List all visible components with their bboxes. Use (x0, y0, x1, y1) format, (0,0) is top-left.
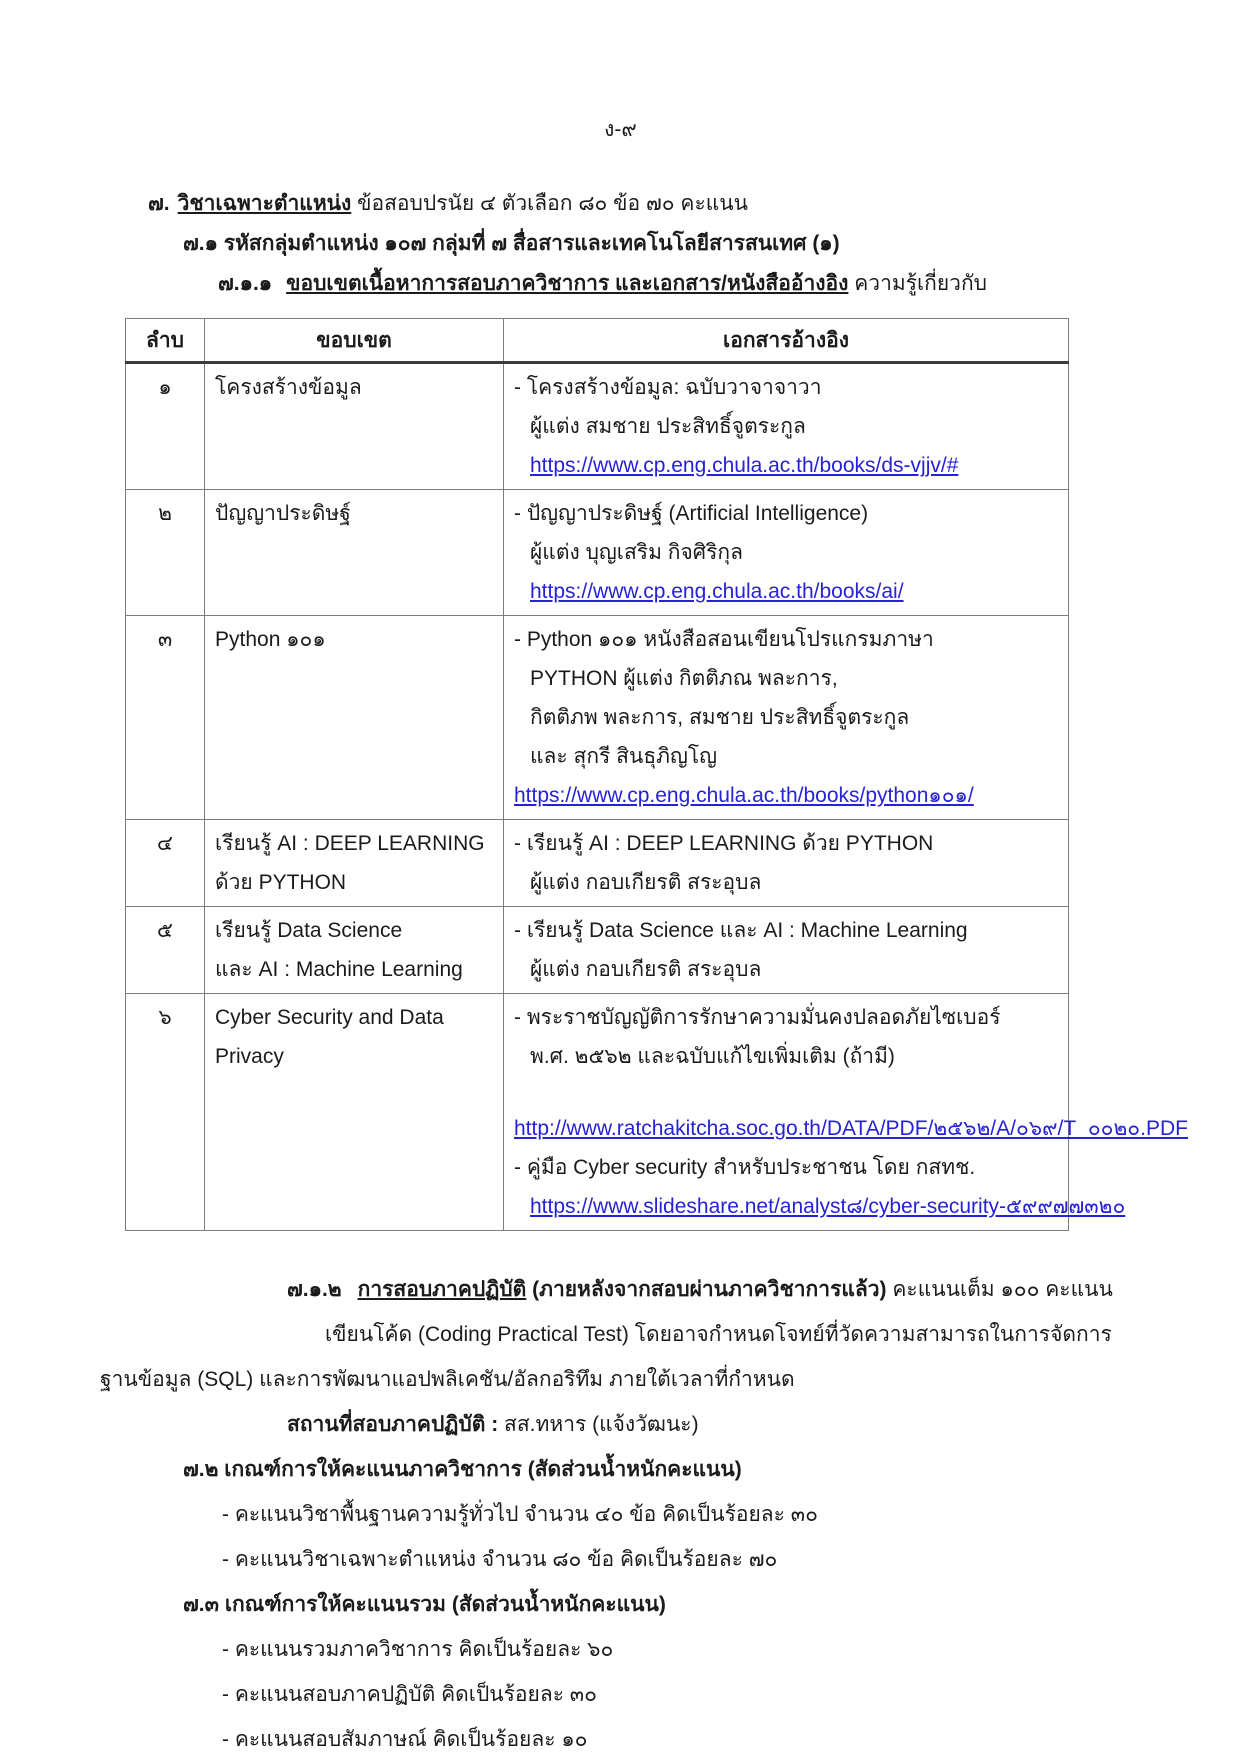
scope-cell (205, 490, 504, 616)
reference-text-line: ผู้แต่ง กอบเกียรติ สระอุบล (530, 871, 762, 894)
reference-text-line: - ปัญญาประดิษฐ์ (Artificial Intelligence) (514, 502, 869, 525)
section-7-1-2-number: ๗.๑.๒ (287, 1278, 342, 1301)
scope-cell (205, 820, 504, 907)
section-7-1-2-score: คะแนนเต็ม ๑๐๐ คะแนน (886, 1278, 1113, 1301)
criteria-item: - คะแนนสอบสัมภาษณ์ คิดเป็นร้อยละ ๑๐ (222, 1728, 588, 1751)
reference-cell (504, 994, 1188, 1231)
reference-text-line: - เรียนรู้ AI : DEEP LEARNING ด้วย PYTHON (514, 832, 934, 855)
reference-link[interactable]: https://www.cp.eng.chula.ac.th/books/ds-vjjv/# (530, 454, 959, 477)
section-7-1-1-rest: ความรู้เกี่ยวกับ (848, 272, 988, 295)
section-7-1-2-title: การสอบภาคปฏิบัติ (357, 1278, 527, 1301)
column-header-number: ลำบ (126, 319, 205, 363)
reference-link-line (514, 1187, 1126, 1226)
scope-line: Cyber Security and Data Privacy (215, 1006, 444, 1068)
section-7-2-items (100, 1492, 1141, 1582)
scope-cell (205, 616, 504, 820)
section-7-1-1-title: ขอบเขตเนื้อหาการสอบภาควิชาการ และเอกสาร/หนังสืออ้างอิง (286, 272, 849, 295)
reference-text-line: PYTHON ผู้แต่ง กิตติภณ พละการ, (530, 667, 838, 690)
section-7-1-1-heading (218, 264, 1141, 304)
section-7-1-2-note: (ภายหลังจากสอบผ่านภาควิชาการแล้ว) (526, 1278, 887, 1301)
reference-link[interactable]: https://www.slideshare.net/analyst๘/cyber-security-๕๙๙๗๗๓๒๐ (530, 1195, 1126, 1218)
table-row (126, 907, 1069, 994)
section-7-3-heading: ๗.๓ เกณฑ์การให้คะแนนรวม (สัดส่วนน้ำหนักคะแนน) (183, 1593, 666, 1616)
section-7-1-heading: ๗.๑ รหัสกลุ่มตำแหน่ง ๑๐๗ กลุ่มที่ ๗ สื่อสารและเทคโนโลยีสารสนเทศ (๑) (183, 232, 840, 255)
reference-text-line: ผู้แต่ง สมชาย ประสิทธิ์จูตระกูล (530, 415, 806, 438)
criteria-item: - คะแนนสอบภาคปฏิบัติ คิดเป็นร้อยละ ๓๐ (222, 1683, 597, 1706)
reference-link-line (514, 446, 1058, 485)
table-row (126, 994, 1069, 1231)
section-7-description: ข้อสอบปรนัย ๔ ตัวเลือก ๘๐ ข้อ ๗๐ คะแนน (351, 192, 748, 215)
reference-link[interactable]: https://www.cp.eng.chula.ac.th/books/ai/ (530, 580, 904, 603)
scope-cell (205, 907, 504, 994)
scope-line: Python ๑๐๑ (215, 628, 326, 651)
section-7-number: ๗. (148, 192, 170, 215)
table-row (126, 616, 1069, 820)
scope-line: โครงสร้างข้อมูล (215, 376, 362, 399)
scope-line: และ AI : Machine Learning (215, 958, 463, 981)
page-number: ง-๙ (604, 118, 637, 141)
section-7-1-2-line3: ฐานข้อมูล (SQL) และการพัฒนาแอปพลิเคชัน/อัลกอริทึม ภายใต้เวลาที่กำหนด (100, 1368, 795, 1391)
scope-line: ด้วย PYTHON (215, 871, 347, 894)
reference-text-line: พ.ศ. ๒๕๖๒ และฉบับแก้ไขเพิ่มเติม (ถ้ามี) (530, 1045, 895, 1068)
exam-location-line (287, 1402, 1141, 1447)
reference-text-line: - คู่มือ Cyber security สำหรับประชาชน โดย กสทช. (514, 1156, 976, 1179)
table-row (126, 490, 1069, 616)
exam-location-value: สส.ทหาร (แจ้งวัฒนะ) (498, 1413, 699, 1436)
row-number-cell: ๕ (126, 907, 205, 994)
section-7-1-2-line2: เขียนโค้ด (Coding Practical Test) โดยอาจกำหนดโจทย์ที่วัดความสามารถในการจัดการ (325, 1323, 1112, 1346)
reference-text-line: กิตติภพ พละการ, สมชาย ประสิทธิ์จูตระกูล (530, 706, 910, 729)
reference-cell (504, 490, 1069, 616)
section-7-heading (148, 184, 1141, 224)
reference-cell (504, 907, 1069, 994)
exam-location-label: สถานที่สอบภาคปฏิบัติ : (287, 1413, 499, 1436)
section-7-1-1-number: ๗.๑.๑ (218, 272, 273, 295)
reference-cell (504, 616, 1069, 820)
blank-line (514, 1076, 1058, 1109)
reference-text-line: - โครงสร้างข้อมูล: ฉบับวาจาจาวา (514, 376, 822, 399)
scope-line: เรียนรู้ AI : DEEP LEARNING (215, 832, 485, 855)
reference-text-line: ผู้แต่ง บุญเสริม กิจศิริกุล (530, 541, 743, 564)
reference-cell (504, 820, 1069, 907)
scope-line: ปัญญาประดิษฐ์ (215, 502, 351, 525)
section-7-title: วิชาเฉพาะตำแหน่ง (177, 192, 352, 215)
row-number-cell: ๒ (126, 490, 205, 616)
column-header-reference: เอกสารอ้างอิง (504, 319, 1069, 363)
reference-text-line: - พระราชบัญญัติการรักษาความมั่นคงปลอดภัยไซเบอร์ (514, 1006, 1001, 1029)
scope-cell (205, 994, 504, 1231)
reference-link[interactable]: http://www.ratchakitcha.soc.go.th/DATA/PDF/๒๕๖๒/A/๐๖๙/T_๐๐๒๐.PDF (514, 1117, 1188, 1140)
reference-link[interactable]: https://www.cp.eng.chula.ac.th/books/python๑๐๑/ (514, 784, 974, 807)
reference-link-line (514, 572, 1058, 611)
reference-link-line (514, 776, 1058, 815)
row-number-cell: ๓ (126, 616, 205, 820)
row-number-cell: ๑ (126, 363, 205, 490)
criteria-item: - คะแนนวิชาพื้นฐานความรู้ทั่วไป จำนวน ๔๐ ข้อ คิดเป็นร้อยละ ๓๐ (222, 1503, 818, 1526)
criteria-item: - คะแนนวิชาเฉพาะตำแหน่ง จำนวน ๘๐ ข้อ คิดเป็นร้อยละ ๗๐ (222, 1548, 778, 1571)
table-header (126, 319, 1069, 363)
column-header-scope: ขอบเขต (205, 319, 504, 363)
table-row (126, 820, 1069, 907)
reference-table (125, 318, 1188, 1231)
criteria-item: - คะแนนรวมภาควิชาการ คิดเป็นร้อยละ ๖๐ (222, 1638, 614, 1661)
reference-link-line (514, 1109, 1188, 1148)
row-number-cell: ๖ (126, 994, 205, 1231)
reference-text-line: และ สุกรี สินธุภิญโญ (530, 745, 718, 768)
scope-line: เรียนรู้ Data Science (215, 919, 403, 942)
reference-cell (504, 363, 1069, 490)
section-7-3-items (100, 1627, 1141, 1754)
reference-text-line: ผู้แต่ง กอบเกียรติ สระอุบล (530, 958, 762, 981)
section-7-1-2-heading (287, 1267, 1141, 1312)
table-row (126, 363, 1069, 490)
reference-text-line: - เรียนรู้ Data Science และ AI : Machine Learning (514, 919, 968, 942)
row-number-cell: ๔ (126, 820, 205, 907)
section-7-2-heading: ๗.๒ เกณฑ์การให้คะแนนภาควิชาการ (สัดส่วนน้ำหนักคะแนน) (183, 1458, 742, 1481)
reference-text-line: - Python ๑๐๑ หนังสือสอนเขียนโปรแกรมภาษา (514, 628, 934, 651)
scope-cell (205, 363, 504, 490)
